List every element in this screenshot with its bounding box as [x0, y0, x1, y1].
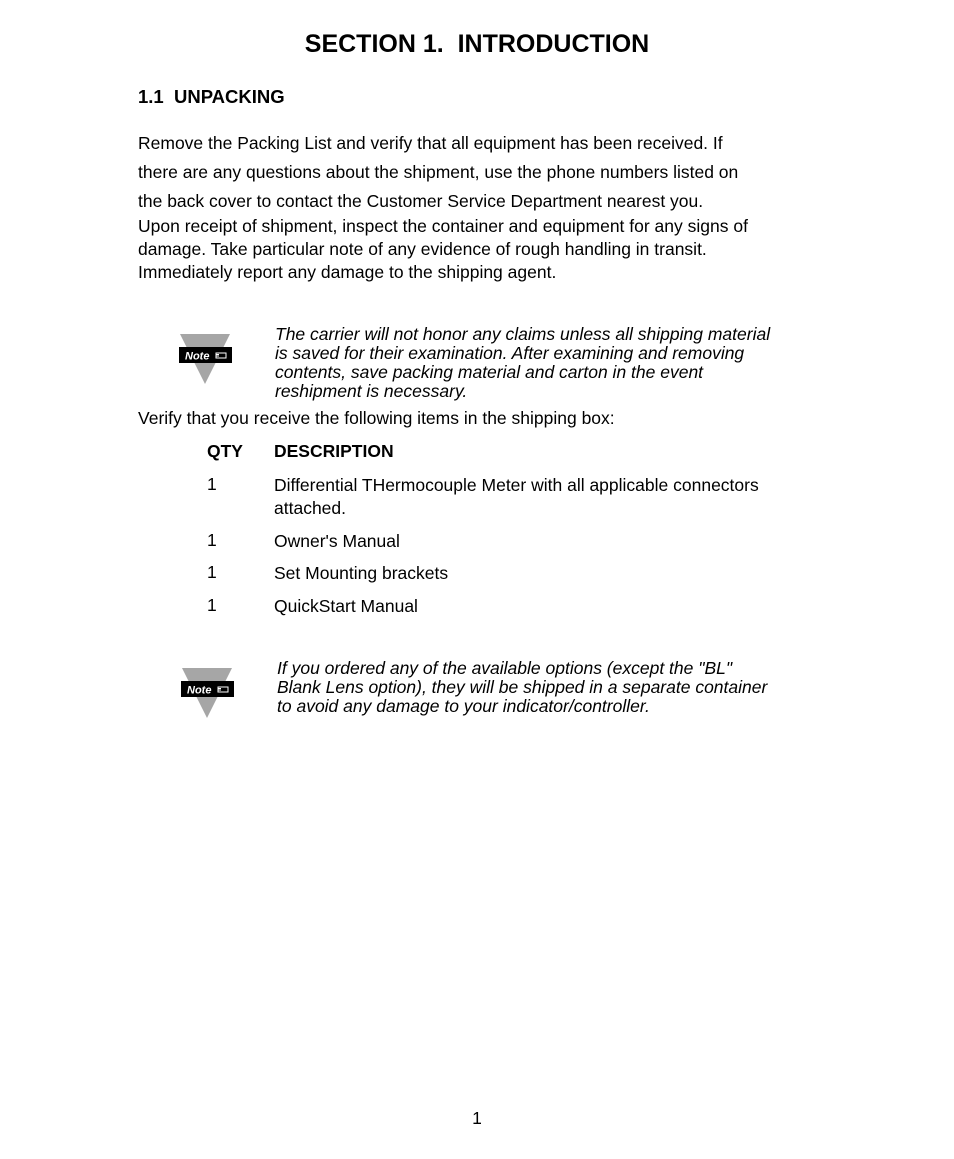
paragraph-line: Remove the Packing List and verify that all equipment has been received. If	[138, 133, 723, 153]
description-line: attached.	[274, 498, 346, 518]
paragraph-line: Immediately report any damage to the shipping agent.	[138, 262, 557, 282]
note-text	[275, 325, 770, 401]
item-qty: 1	[207, 474, 217, 494]
item-description	[274, 530, 400, 553]
paragraph-line: the back cover to contact the Customer Service Department nearest you.	[138, 191, 704, 211]
note-line: to avoid any damage to your indicator/controller.	[277, 696, 650, 716]
item-qty: 1	[207, 562, 217, 582]
item-description	[274, 595, 418, 618]
note-text	[277, 659, 767, 716]
description-column-header: DESCRIPTION	[274, 441, 394, 461]
page-number: 1	[472, 1108, 482, 1128]
section-title: SECTION 1. INTRODUCTION	[304, 30, 650, 58]
description-line: Owner's Manual	[274, 531, 400, 551]
note-line: Blank Lens option), they will be shipped in a separate container	[277, 677, 768, 697]
item-qty: 1	[207, 595, 217, 615]
description-line: Differential THermocouple Meter with all applicable connectors	[274, 475, 759, 495]
subsection-title: 1.1 UNPACKING	[138, 86, 285, 107]
description-line: QuickStart Manual	[274, 596, 418, 616]
qty-column-header: QTY	[207, 441, 243, 461]
note-line: contents, save packing material and carton in the event	[275, 362, 704, 382]
note-line: If you ordered any of the available options (except the "BL"	[277, 658, 733, 678]
note-pointing-hand-icon	[178, 668, 236, 718]
paragraph-line: Upon receipt of shipment, inspect the container and equipment for any signs of	[138, 216, 748, 236]
item-description	[274, 562, 448, 585]
note-line: The carrier will not honor any claims unless all shipping material	[275, 324, 771, 344]
paragraph-line: damage. Take particular note of any evidence of rough handling in transit.	[138, 239, 707, 259]
note-label: Note	[187, 684, 212, 697]
note-label: Note	[185, 350, 210, 363]
note-pointing-hand-icon	[176, 334, 234, 384]
verify-instruction: Verify that you receive the following items in the shipping box:	[138, 408, 615, 428]
note-line: is saved for their examination. After examining and removing	[275, 343, 745, 363]
note-line: reshipment is necessary.	[275, 381, 468, 401]
item-description	[274, 474, 759, 520]
description-line: Set Mounting brackets	[274, 563, 449, 583]
item-qty: 1	[207, 530, 217, 550]
paragraph-line: there are any questions about the shipment, use the phone numbers listed on	[138, 162, 739, 182]
